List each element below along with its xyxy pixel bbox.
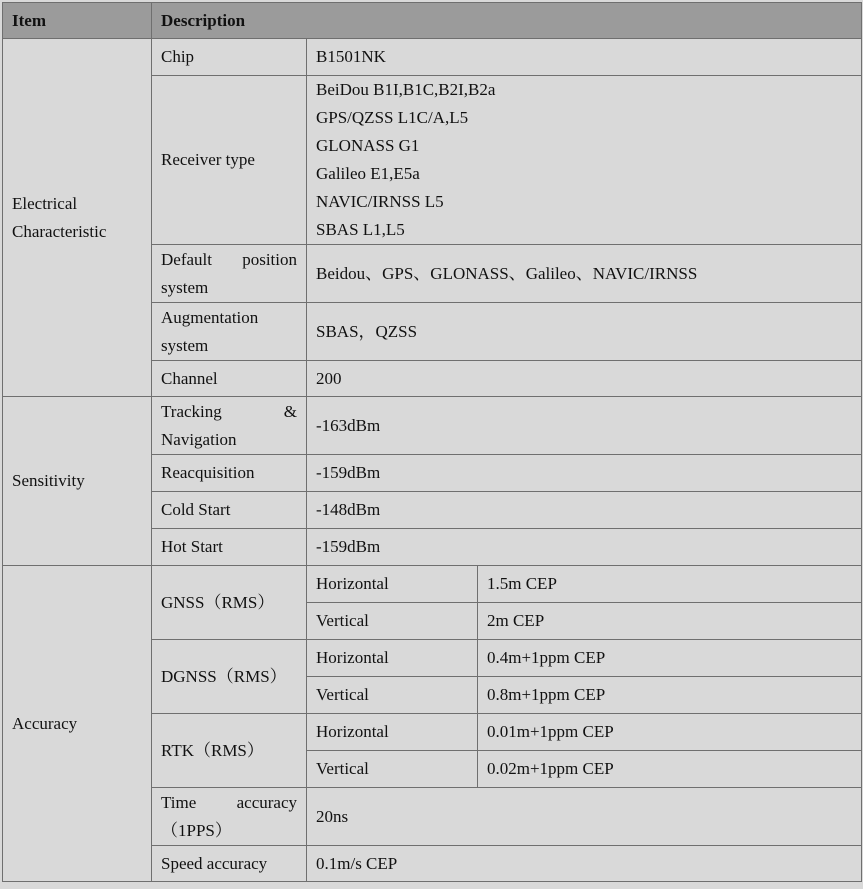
table-header-row (3, 3, 862, 39)
row-value-chip: B1501NK (307, 39, 862, 76)
row-value-channel: 200 (307, 361, 862, 397)
row-value-default-position: Beidou、GPS、GLONASS、Galileo、NAVIC/IRNSS (307, 245, 862, 303)
row-value-reacquisition: -159dBm (307, 455, 862, 492)
sub-label-vertical: Vertical (307, 677, 478, 714)
receiver-type-line: GLONASS G1 (316, 136, 420, 155)
row-label-time-accuracy (152, 788, 307, 846)
receiver-type-line: GPS/QZSS L1C/A,L5 (316, 108, 469, 127)
sub-label-horizontal: Horizontal (307, 566, 478, 603)
row-label-dgnss: DGNSS（RMS） (152, 640, 307, 714)
group-label-accuracy: Accuracy (3, 566, 152, 882)
row-label-channel: Channel (152, 361, 307, 397)
row-value-tracking: -163dBm (307, 397, 862, 455)
header-item: Item (3, 3, 152, 39)
row-label-rtk: RTK（RMS） (152, 714, 307, 788)
row-value-cold-start: -148dBm (307, 492, 862, 529)
group-label-sensitivity: Sensitivity (3, 397, 152, 566)
row-label-augmentation: Augmentation system (152, 303, 307, 361)
table-row (3, 39, 862, 76)
row-label-hot-start: Hot Start (152, 529, 307, 566)
header-description: Description (152, 3, 862, 39)
row-value-gnss-vertical: 2m CEP (478, 603, 862, 640)
row-label-receiver-type: Receiver type (152, 76, 307, 245)
row-value-rtk-horizontal: 0.01m+1ppm CEP (478, 714, 862, 751)
row-label-gnss: GNSS（RMS） (152, 566, 307, 640)
sub-label-horizontal: Horizontal (307, 640, 478, 677)
row-label-tracking: Tracking & Navigation (152, 397, 307, 455)
row-label-cold-start: Cold Start (152, 492, 307, 529)
table-row (3, 566, 862, 603)
row-value-speed-accuracy: 0.1m/s CEP (307, 846, 862, 882)
sub-label-vertical: Vertical (307, 751, 478, 788)
row-label-chip: Chip (152, 39, 307, 76)
row-label-speed-accuracy: Speed accuracy (152, 846, 307, 882)
table-row (3, 397, 862, 455)
row-value-rtk-vertical: 0.02m+1ppm CEP (478, 751, 862, 788)
row-label-default-position: Default position system (152, 245, 307, 303)
receiver-type-line: Galileo E1,E5a (316, 164, 420, 183)
row-label-reacquisition: Reacquisition (152, 455, 307, 492)
time-accuracy-line-1: Time accuracy (161, 792, 297, 812)
row-value-hot-start: -159dBm (307, 529, 862, 566)
receiver-type-line: SBAS L1,L5 (316, 220, 405, 239)
receiver-type-line: BeiDou B1I,B1C,B2I,B2a (316, 80, 496, 99)
receiver-type-line: NAVIC/IRNSS L5 (316, 192, 444, 211)
sub-label-horizontal: Horizontal (307, 714, 478, 751)
row-value-receiver-type (307, 76, 862, 245)
row-value-time-accuracy: 20ns (307, 788, 862, 846)
row-value-gnss-horizontal: 1.5m CEP (478, 566, 862, 603)
row-value-dgnss-horizontal: 0.4m+1ppm CEP (478, 640, 862, 677)
row-value-dgnss-vertical: 0.8m+1ppm CEP (478, 677, 862, 714)
group-label-electrical: Electrical Characteristic (3, 39, 152, 397)
row-value-augmentation: SBAS，QZSS (307, 303, 862, 361)
time-accuracy-line-2: （1PPS） (161, 820, 232, 840)
spec-table (2, 2, 862, 882)
sub-label-vertical: Vertical (307, 603, 478, 640)
